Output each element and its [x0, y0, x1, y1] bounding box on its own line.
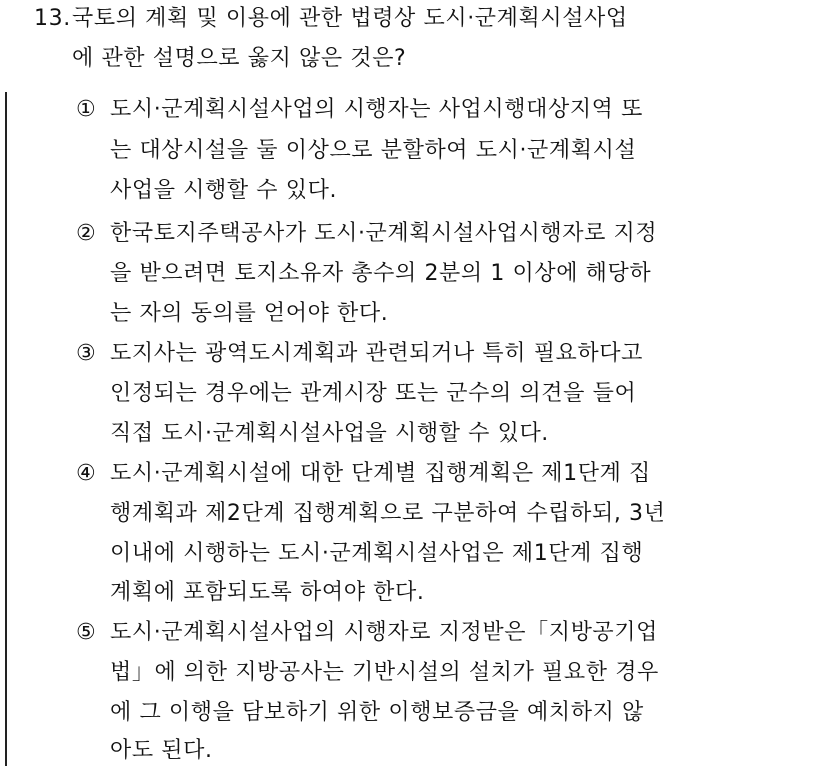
option-5-line-1: 도시·군계획시설사업의 시행자로 지정받은「지방공기업 — [110, 620, 658, 645]
option-1-line-2: 는 대상시설을 둘 이상으로 분할하여 도시·군계획시설 — [110, 138, 637, 163]
option-1-line-3: 사업을 시행할 수 있다. — [110, 178, 338, 203]
option-4-line-1: 도시·군계획시설에 대한 단계별 집행계획은 제1단계 집 — [110, 461, 651, 486]
option-3-line-3: 직접 도시·군계획시설사업을 시행할 수 있다. — [110, 421, 549, 446]
option-3-line-2: 인정되는 경우에는 관계시장 또는 군수의 의견을 들어 — [110, 381, 637, 406]
question-stem-line-1: 국토의 계획 및 이용에 관한 법령상 도시·군계획시설사업 — [72, 6, 628, 31]
option-5-line-4: 아도 된다. — [110, 738, 213, 763]
option-4-line-3: 이내에 시행하는 도시·군계획시설사업은 제1단계 집행 — [110, 541, 644, 566]
option-5-line-3: 에 그 이행을 담보하기 위한 이행보증금을 예치하지 않 — [110, 700, 644, 725]
option-5-line-2: 법」에 의한 지방공사는 기반시설의 설치가 필요한 경우 — [110, 660, 659, 685]
question-number: 13. — [34, 6, 71, 31]
option-2-line-2: 을 받으려면 토지소유자 총수의 2분의 1 이상에 해당하 — [110, 261, 652, 286]
option-1-marker: ① — [76, 97, 97, 122]
option-3-line-1: 도지사는 광역도시계획과 관련되거나 특히 필요하다고 — [110, 341, 643, 366]
option-2-marker: ② — [76, 221, 97, 246]
option-5-marker: ⑤ — [76, 620, 97, 645]
option-3-marker: ③ — [76, 341, 97, 366]
option-2-line-3: 는 자의 동의를 얻어야 한다. — [110, 301, 389, 326]
option-2-line-1: 한국토지주택공사가 도시·군계획시설사업시행자로 지정 — [110, 221, 658, 246]
option-4-line-4: 계획에 포함되도록 하여야 한다. — [110, 580, 425, 605]
question-stem-line-2: 에 관한 설명으로 옳지 않은 것은? — [72, 46, 407, 71]
option-4-marker: ④ — [76, 461, 97, 486]
option-1-line-1: 도시·군계획시설사업의 시행자는 사업시행대상지역 또 — [110, 97, 643, 122]
margin-rule — [5, 92, 7, 766]
option-4-line-2: 행계획과 제2단계 집행계획으로 구분하여 수립하되, 3년 — [110, 501, 666, 526]
